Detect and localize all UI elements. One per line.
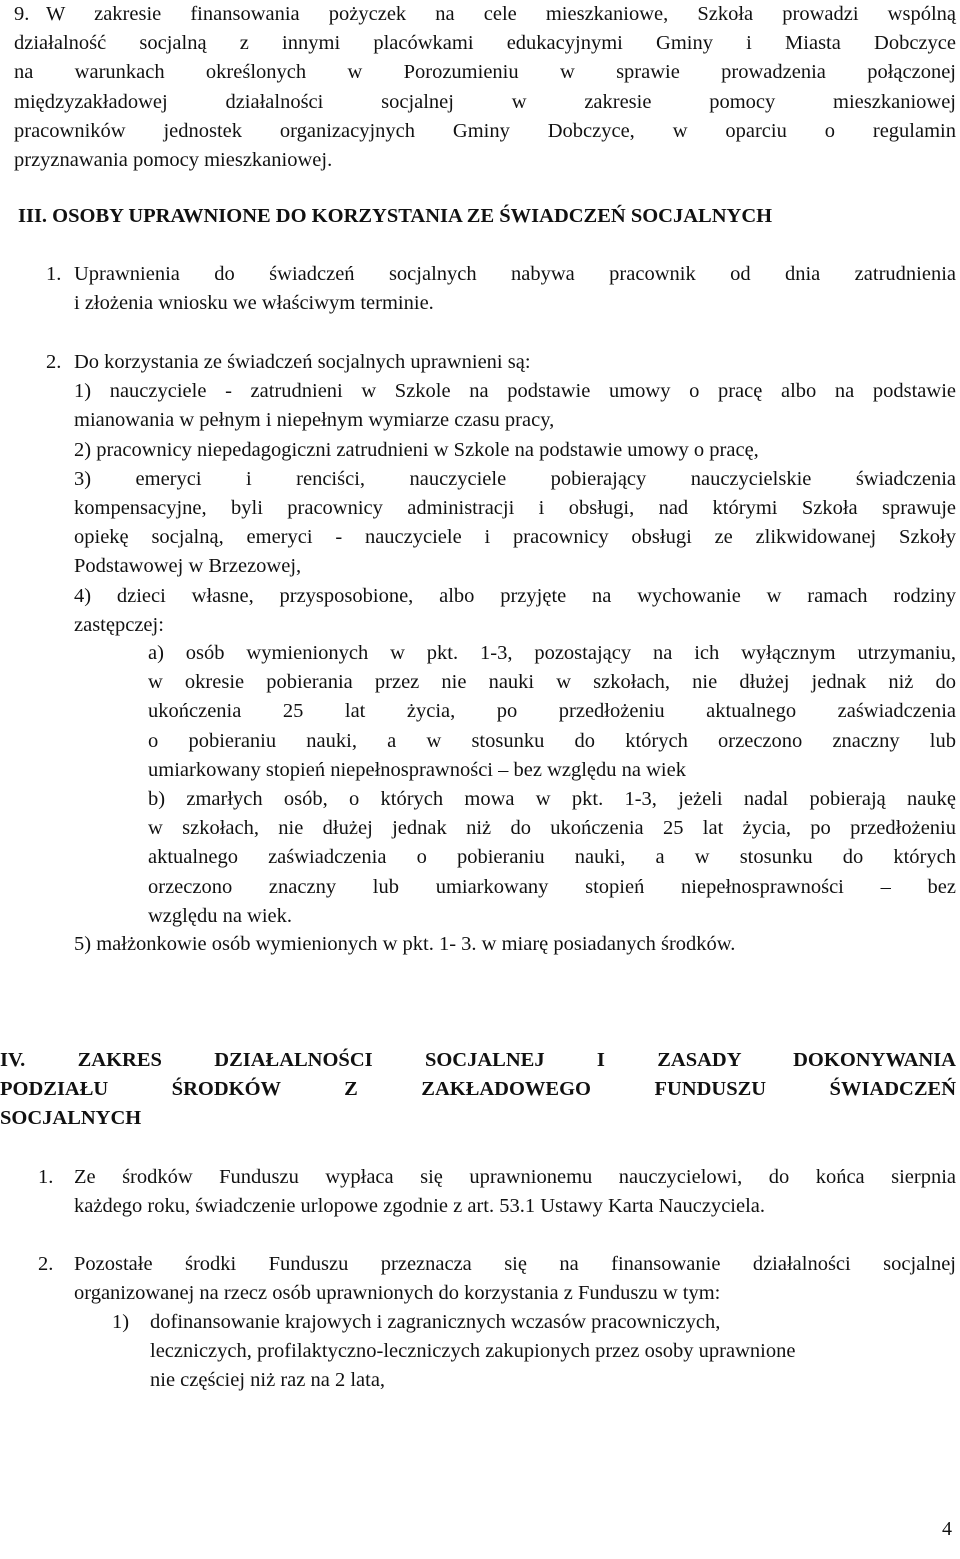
section-4-paragraph-2-number: 2.	[38, 1253, 54, 1275]
entitled-item-line: kompensacyjne, byli pracownicy administracji i obsługi, nad którymi Szkoła sprawuje	[74, 497, 956, 520]
sub-item-a-line: ukończenia 25 lat życia, po przedłożeniu aktualnego zaświadczenia	[148, 700, 956, 723]
funding-sub-item-1-line: leczniczych, profilaktyczno-leczniczych zakupionych przez osoby uprawnione	[150, 1340, 796, 1363]
paragraph-9-line: działalność socjalną z innymi placówkami edukacyjnymi Gminy i Miasta Dobczyce	[14, 32, 956, 55]
section-4-heading-line: SOCJALNYCH	[0, 1107, 142, 1130]
section-3-paragraph-1	[46, 260, 956, 318]
funding-sub-item-1-line: nie częściej niż raz na 2 lata,	[150, 1369, 386, 1392]
section-4-paragraph-1	[38, 1163, 956, 1221]
section-4-paragraph-2	[38, 1250, 956, 1308]
entitled-item-line: 2) pracownicy niepedagogiczni zatrudnieni w Szkole na podstawie umowy o pracę,	[74, 438, 759, 461]
sub-item-b-line: aktualnego zaświadczenia o pobieraniu nauki, a w stosunku do których	[148, 846, 956, 869]
sub-item-b-line: orzeczono znaczny lub umiarkowany stopień niepełnosprawności – bez	[148, 875, 956, 898]
section-3-paragraph-1-line: i złożenia wniosku we właściwym terminie.	[74, 292, 434, 315]
section-4-heading-line: PODZIAŁU ŚRODKÓW Z ZAKŁADOWEGO FUNDUSZU ŚWIADCZEŃ	[0, 1078, 956, 1101]
entitled-item-line: zastępczej:	[74, 613, 164, 636]
page-number: 4	[942, 1518, 952, 1540]
entitled-item-line: 1) nauczyciele - zatrudnieni w Szkole na podstawie umowy o pracę albo na podstawie	[74, 380, 956, 403]
entitled-item-line: Podstawowej w Brzezowej,	[74, 555, 302, 578]
paragraph-9	[14, 0, 956, 175]
sub-item-a-line: w okresie pobierania przez nie nauki w szkołach, nie dłużej jednak niż do	[148, 671, 956, 694]
entitled-item-line: mianowania w pełnym i niepełnym wymiarze czasu pracy,	[74, 409, 555, 432]
section-4-heading-line: IV. ZAKRES DZIAŁALNOŚCI SOCJALNEJ I ZASADY DOKONYWANIA	[0, 1049, 956, 1071]
section-3-paragraph-2	[46, 348, 956, 640]
paragraph-9-number: 9.	[14, 3, 30, 25]
section-4-paragraph-1-line: każdego roku, świadczenie urlopowe zgodnie z art. 53.1 Ustawy Karta Nauczyciela.	[74, 1195, 766, 1218]
sub-item-a	[148, 639, 956, 785]
paragraph-9-line: pracowników jednostek organizacyjnych Gminy Dobczyce, w oparciu o regulamin	[14, 119, 956, 142]
funding-sub-item-1-number: 1)	[112, 1311, 130, 1333]
section-4-paragraph-2-line: organizowanej na rzecz osób uprawnionych do korzystania z Funduszu w tym:	[74, 1282, 721, 1305]
paragraph-9-line: przyznawania pomocy mieszkaniowej.	[14, 149, 333, 172]
paragraph-9-line: W zakresie finansowania pożyczek na cele mieszkaniowe, Szkoła prowadzi wspólną	[46, 3, 956, 25]
sub-item-b-line: b) zmarłych osób, o których mowa w pkt. 1-3, jeżeli nadal pobierają naukę	[148, 788, 956, 810]
section-3-heading: III. OSOBY UPRAWNIONE DO KORZYSTANIA ZE ŚWIADCZEŃ SOCJALNYCH	[18, 205, 773, 227]
sub-item-b	[148, 785, 956, 931]
paragraph-9-line: międzyzakładowej działalności socjalnej w zakresie pomocy mieszkaniowej	[14, 90, 956, 113]
entitled-item-line: 4) dzieci własne, przysposobione, albo przyjęte na wychowanie w ramach rodziny	[74, 584, 956, 607]
section-3-paragraph-1-line: Uprawnienia do świadczeń socjalnych nabywa pracownik od dnia zatrudnienia	[74, 263, 956, 285]
entitled-item-line: 3) emeryci i renciści, nauczyciele pobierający nauczycielskie świadczenia	[74, 467, 956, 490]
sub-item-a-line: o pobieraniu nauki, a w stosunku do których orzeczono znaczny lub	[148, 729, 956, 752]
entitled-item-5: 5) małżonkowie osób wymienionych w pkt. 1- 3. w miarę posiadanych środków.	[74, 933, 736, 955]
paragraph-9-line: na warunkach określonych w Porozumieniu w sprawie prowadzenia połączonej	[14, 61, 956, 84]
section-3-paragraph-2-number: 2.	[46, 351, 62, 373]
section-3-paragraph-1-number: 1.	[46, 263, 62, 285]
sub-item-a-line: a) osób wymienionych w pkt. 1-3, pozostający na ich wyłącznym utrzymaniu,	[148, 642, 956, 664]
sub-item-a-line: umiarkowany stopień niepełnosprawności – bez względu na wiek	[148, 758, 686, 781]
funding-sub-item-1	[112, 1308, 956, 1396]
section-4-paragraph-1-line: Ze środków Funduszu wypłaca się uprawnionemu nauczycielowi, do końca sierpnia	[74, 1166, 956, 1188]
section-3-paragraph-2-intro: Do korzystania ze świadczeń socjalnych uprawnieni są:	[74, 351, 531, 373]
funding-sub-item-1-line: dofinansowanie krajowych i zagranicznych wczasów pracowniczych,	[150, 1311, 721, 1333]
sub-item-b-line: względu na wiek.	[148, 904, 293, 927]
section-4-heading	[0, 1046, 956, 1134]
entitled-item-line: opiekę socjalną, emeryci - nauczyciele i pracownicy obsługi ze zlikwidowanej Szkoły	[74, 526, 956, 549]
section-4-paragraph-1-number: 1.	[38, 1166, 54, 1188]
sub-item-b-line: w szkołach, nie dłużej jednak niż do ukończenia 25 lat życia, po przedłożeniu	[148, 817, 956, 840]
section-4-paragraph-2-line: Pozostałe środki Funduszu przeznacza się na finansowanie działalności socjalnej	[74, 1253, 956, 1275]
